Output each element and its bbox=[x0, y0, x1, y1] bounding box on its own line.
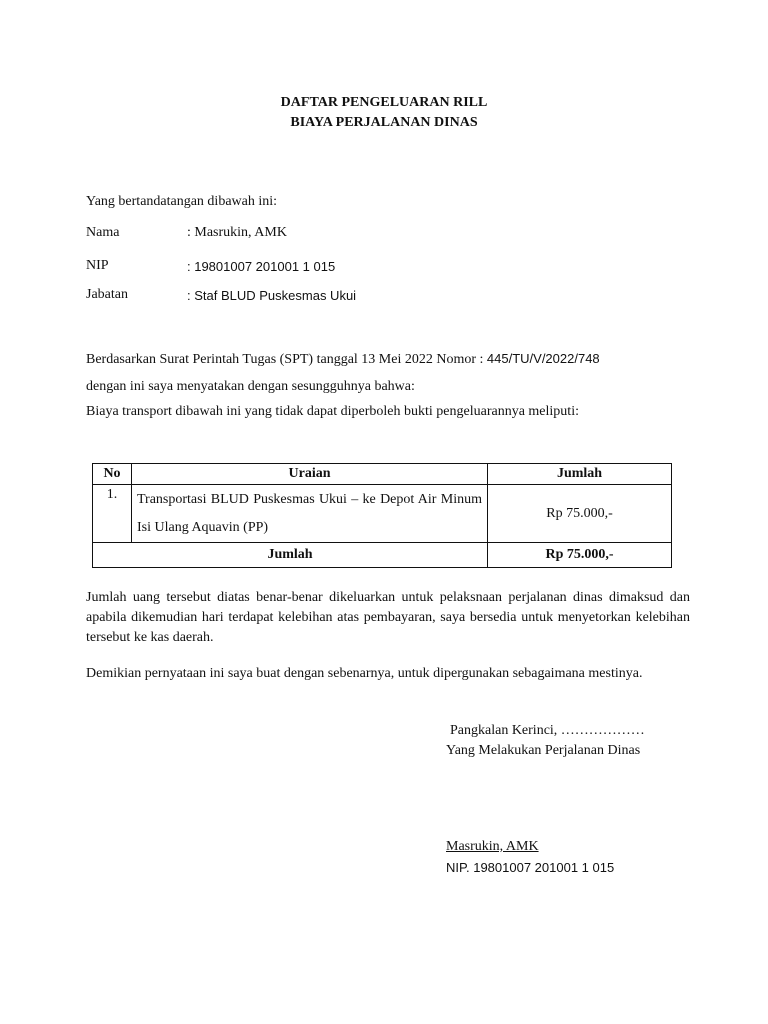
signature-role: Yang Melakukan Perjalanan Dinas bbox=[446, 743, 641, 758]
table-header-row bbox=[93, 464, 672, 485]
jabatan-value: : Staf BLUD Puskesmas Ukui bbox=[187, 288, 357, 303]
nama-label: Nama bbox=[86, 225, 120, 240]
nama-value: : Masrukin, AMK bbox=[187, 225, 287, 240]
closing-paragraph-1: Jumlah uang tersebut diatas benar-benar dikeluarkan untuk pelaksnaan perjalanan dinas dimaksud dan apabila dikemudian hari terdapat kelebihan atas pembayaran, saya bersedia untuk menyetorkan kelebihan tersebut ke kas daerah. bbox=[86, 590, 690, 645]
table-row bbox=[93, 485, 672, 543]
total-value: Rp 75.000,- bbox=[488, 543, 672, 568]
expense-table bbox=[92, 463, 672, 568]
statement-line1 bbox=[86, 351, 600, 368]
header-uraian: Uraian bbox=[132, 464, 488, 485]
header-jumlah: Jumlah bbox=[488, 464, 672, 485]
jabatan-label: Jabatan bbox=[86, 287, 128, 302]
nip-label: NIP bbox=[86, 258, 109, 273]
statement-line1-prefix: Berdasarkan Surat Perintah Tugas (SPT) tanggal 13 Mei 2022 Nomor : bbox=[86, 352, 487, 367]
nip-value: : 19801007 201001 1 015 bbox=[187, 259, 336, 274]
table-total-row bbox=[93, 543, 672, 568]
signature-name: Masrukin, AMK bbox=[446, 839, 539, 854]
signature-nip: NIP. 19801007 201001 1 015 bbox=[446, 860, 615, 875]
closing-paragraph-2: Demikian pernyataan ini saya buat dengan sebenarnya, untuk dipergunakan sebagaimana mestinya. bbox=[86, 666, 643, 681]
intro-text: Yang bertandatangan dibawah ini: bbox=[86, 194, 278, 209]
document-title-line2: BIAYA PERJALANAN DINAS bbox=[290, 115, 478, 130]
row-uraian: Transportasi BLUD Puskesmas Ukui – ke Depot Air Minum Isi Ulang Aquavin (PP) bbox=[132, 485, 488, 543]
document-title-line1: DAFTAR PENGELUARAN RILL bbox=[280, 95, 488, 110]
statement-line2: dengan ini saya menyatakan dengan sesungguhnya bahwa: bbox=[86, 379, 415, 394]
signature-place-date: Pangkalan Kerinci, ……………… bbox=[450, 723, 645, 738]
statement-line3: Biaya transport dibawah ini yang tidak dapat diperboleh bukti pengeluarannya meliputi: bbox=[86, 404, 579, 419]
row-no: 1. bbox=[93, 485, 132, 543]
row-jumlah: Rp 75.000,- bbox=[488, 485, 672, 543]
header-no: No bbox=[93, 464, 132, 485]
total-label: Jumlah bbox=[93, 543, 488, 568]
spt-number: 445/TU/V/2022/748 bbox=[486, 351, 600, 366]
